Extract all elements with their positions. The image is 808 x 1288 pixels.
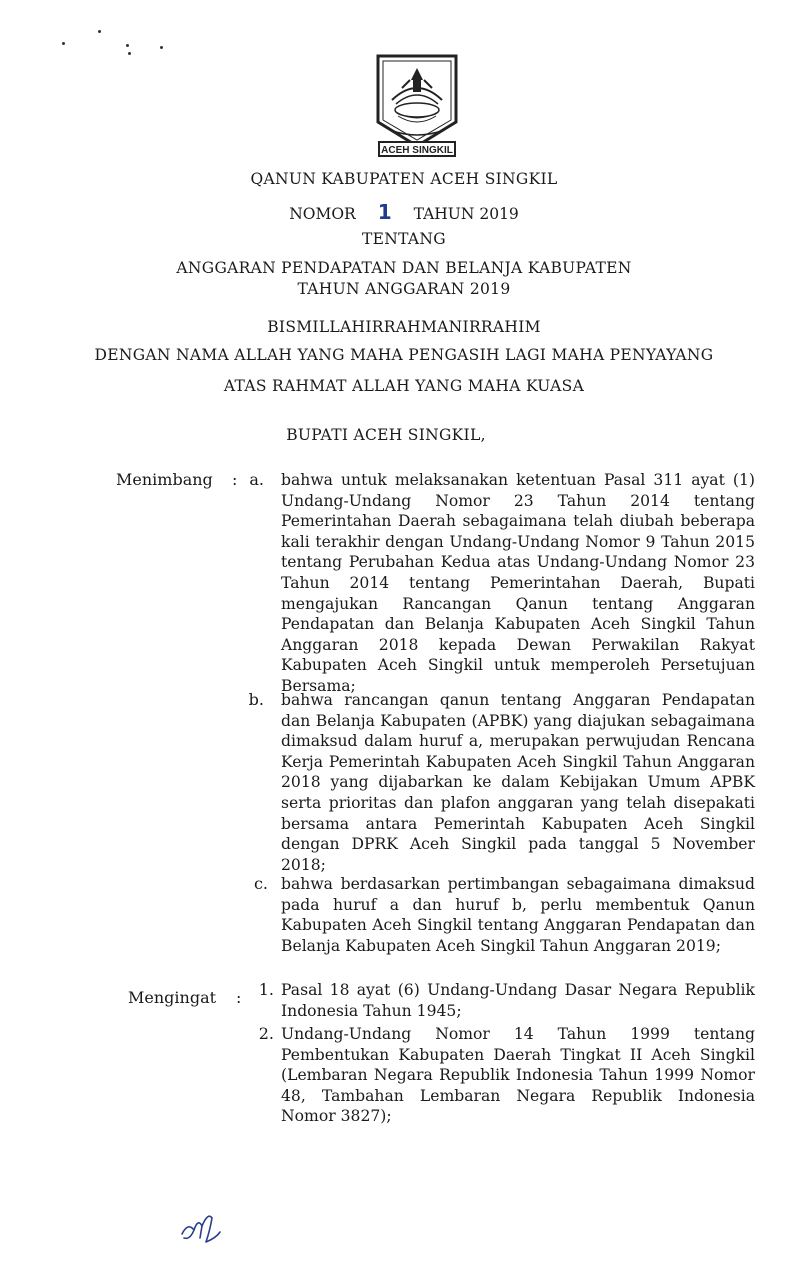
tahun-label: TAHUN 2019 xyxy=(413,205,519,223)
emblem-label: ACEH SINGKIL xyxy=(381,145,453,156)
menimbang-item-b: bahwa rancangan qanun tentang Anggaran Pendapatan dan Belanja Kabupaten (APBK) yang diajukan sebagaimana dimaksud dalam huruf a, merupakan perwujudan Rencana Kerja Pemerintah Kabupaten Aceh Singkil Tahun Anggaran 2018 yang dijabarkan ke dalam Kebijakan Umum APBK serta prioritas dan plafon anggaran yang telah disepakati bersama antara Pemerintah Kabupaten Aceh Singkil dengan DPRK Aceh Singkil pada tanggal 5 November 2018; xyxy=(281,691,755,874)
menimbang-marker-a: a. xyxy=(249,470,264,489)
subject-line-1: ANGGARAN PENDAPATAN DAN BELANJA KABUPATEN xyxy=(176,259,632,277)
scan-specks xyxy=(60,28,180,58)
mengingat-item-1: Pasal 18 ayat (6) Undang-Undang Dasar Negara Republik Indonesia Tahun 1945; xyxy=(281,981,755,1020)
menimbang-label: Menimbang xyxy=(116,470,213,489)
nomor-value: 1 xyxy=(377,200,392,224)
tentang-heading: TENTANG xyxy=(362,230,446,248)
menimbang-colon: : xyxy=(232,470,238,489)
mengingat-label: Mengingat xyxy=(128,988,217,1007)
initial-signature xyxy=(176,1208,222,1248)
menimbang-marker-b: b. xyxy=(248,690,264,709)
document-number xyxy=(0,200,808,224)
mengingat-marker-1: 1. xyxy=(258,980,274,999)
document-title: QANUN KABUPATEN ACEH SINGKIL xyxy=(250,170,558,188)
subject-line-2: TAHUN ANGGARAN 2019 xyxy=(297,280,511,298)
mengingat-marker-2: 2. xyxy=(258,1024,274,1043)
issuer: BUPATI ACEH SINGKIL, xyxy=(286,426,486,444)
invocation: DENGAN NAMA ALLAH YANG MAHA PENGASIH LAGI MAHA PENYAYANG xyxy=(94,346,714,364)
mengingat-colon: : xyxy=(236,988,242,1007)
blessing: ATAS RAHMAT ALLAH YANG MAHA KUASA xyxy=(223,377,585,395)
aceh-singkil-emblem xyxy=(372,50,462,158)
menimbang-item-c: bahwa berdasarkan pertimbangan sebagaimana dimaksud pada huruf a dan huruf b, perlu membentuk Qanun Kabupaten Aceh Singkil tentang Anggaran Pendapatan dan Belanja Kabupaten Aceh Singkil Tahun Anggaran 2019; xyxy=(281,875,755,955)
nomor-label: NOMOR xyxy=(289,205,356,223)
menimbang-item-a: bahwa untuk melaksanakan ketentuan Pasal 311 ayat (1) Undang-Undang Nomor 23 Tahun 2014 tentang Pemerintahan Daerah sebagaimana telah diubah beberapa kali terakhir dengan Undang-Undang Nomor 9 Tahun 2015 tentang Perubahan Kedua atas Undang-Undang Nomor 23 Tahun 2014 tentang Pemerintahan Daerah, Bupati mengajukan Rancangan Qanun tentang Anggaran Pendapatan dan Belanja Kabupaten Aceh Singkil Tahun Anggaran 2018 kepada Dewan Perwakilan Rakyat Kabupaten Aceh Singkil untuk memperoleh Persetujuan Bersama; xyxy=(281,471,755,695)
mengingat-item-2: Undang-Undang Nomor 14 Tahun 1999 tentang Pembentukan Kabupaten Daerah Tingkat II Aceh Singkil (Lembaran Negara Republik Indonesia Tahun 1999 Nomor 48, Tambahan Lembaran Negara Republik Indonesia Nomor 3827); xyxy=(281,1025,755,1126)
bismillah: BISMILLAHIRRAHMANIRRAHIM xyxy=(267,318,541,336)
menimbang-marker-c: c. xyxy=(253,874,268,893)
